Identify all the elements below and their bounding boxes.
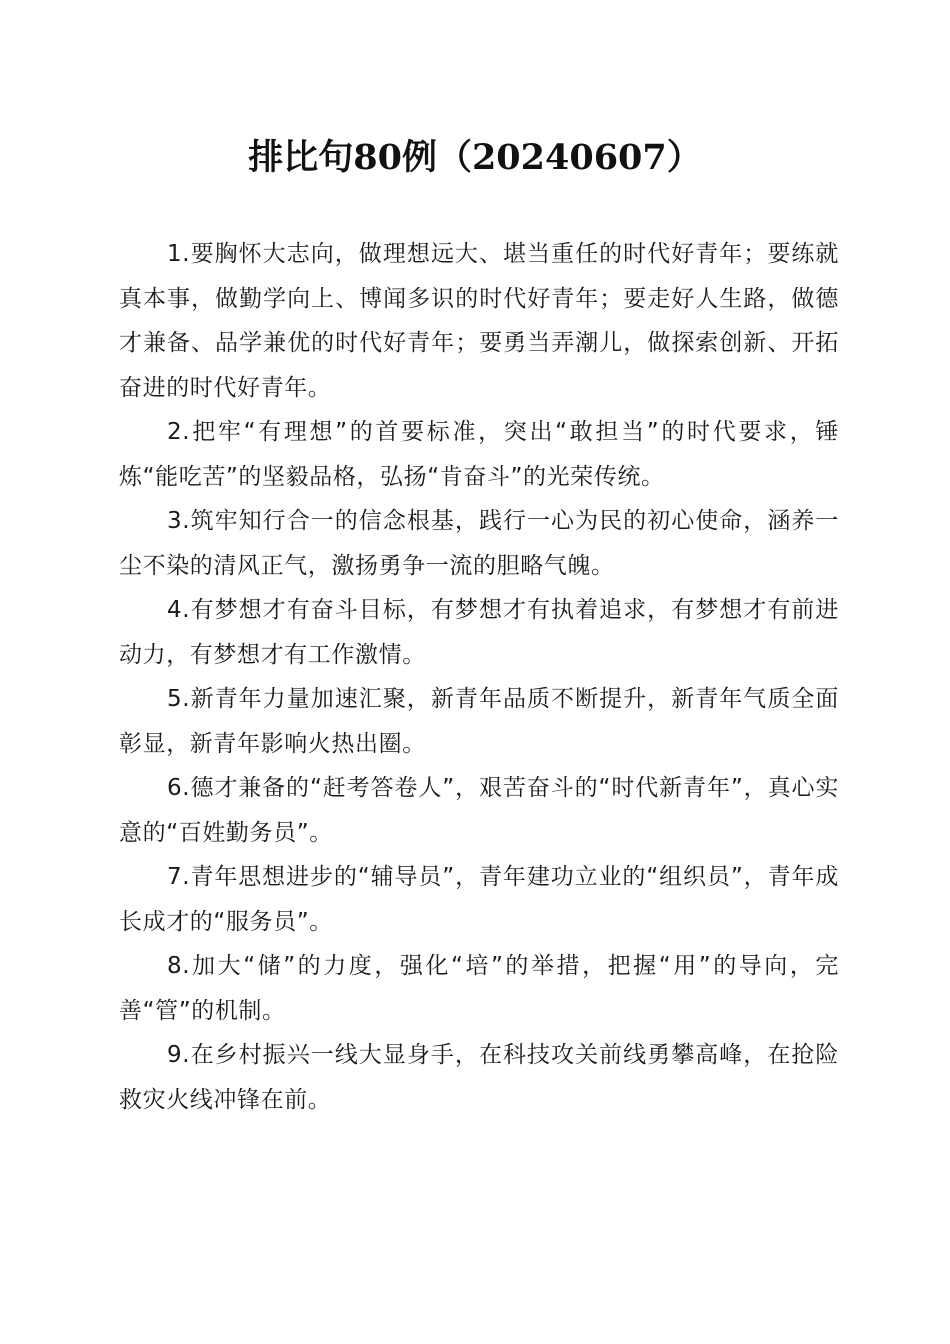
paragraph-2: 2.把牢“有理想”的首要标准，突出“敢担当”的时代要求，锤炼“能吃苦”的坚毅品格，弘扬“肯奋斗”的光荣传统。 [119,419,839,490]
document-body [119,232,839,1122]
paragraph-4: 4.有梦想才有奋斗目标，有梦想才有执着追求，有梦想才有前进动力，有梦想才有工作激情。 [119,597,839,668]
paragraph-7: 7.青年思想进步的“辅导员”，青年建功立业的“组织员”，青年成长成才的“服务员”。 [119,864,839,935]
paragraph-6: 6.德才兼备的“赶考答卷人”，艰苦奋斗的“时代新青年”，真心实意的“百姓勤务员”。 [119,775,839,846]
paragraph-8: 8.加大“储”的力度，强化“培”的举措，把握“用”的导向，完善“管”的机制。 [119,953,839,1024]
paragraph-9: 9.在乡村振兴一线大显身手，在科技攻关前线勇攀高峰，在抢险救灾火线冲锋在前。 [119,1042,839,1113]
document-title: 排比句80例（20240607） [248,137,702,178]
paragraph-1: 1.要胸怀大志向，做理想远大、堪当重任的时代好青年；要练就真本事，做勤学向上、博闻多识的时代好青年；要走好人生路，做德才兼备、品学兼优的时代好青年；要勇当弄潮儿，做探索创新、开拓奋进的时代好青年。 [119,241,839,401]
paragraph-3: 3.筑牢知行合一的信念根基，践行一心为民的初心使命，涵养一尘不染的清风正气，激扬勇争一流的胆略气魄。 [119,508,839,579]
paragraph-5: 5.新青年力量加速汇聚，新青年品质不断提升，新青年气质全面彰显，新青年影响火热出圈。 [119,686,839,757]
